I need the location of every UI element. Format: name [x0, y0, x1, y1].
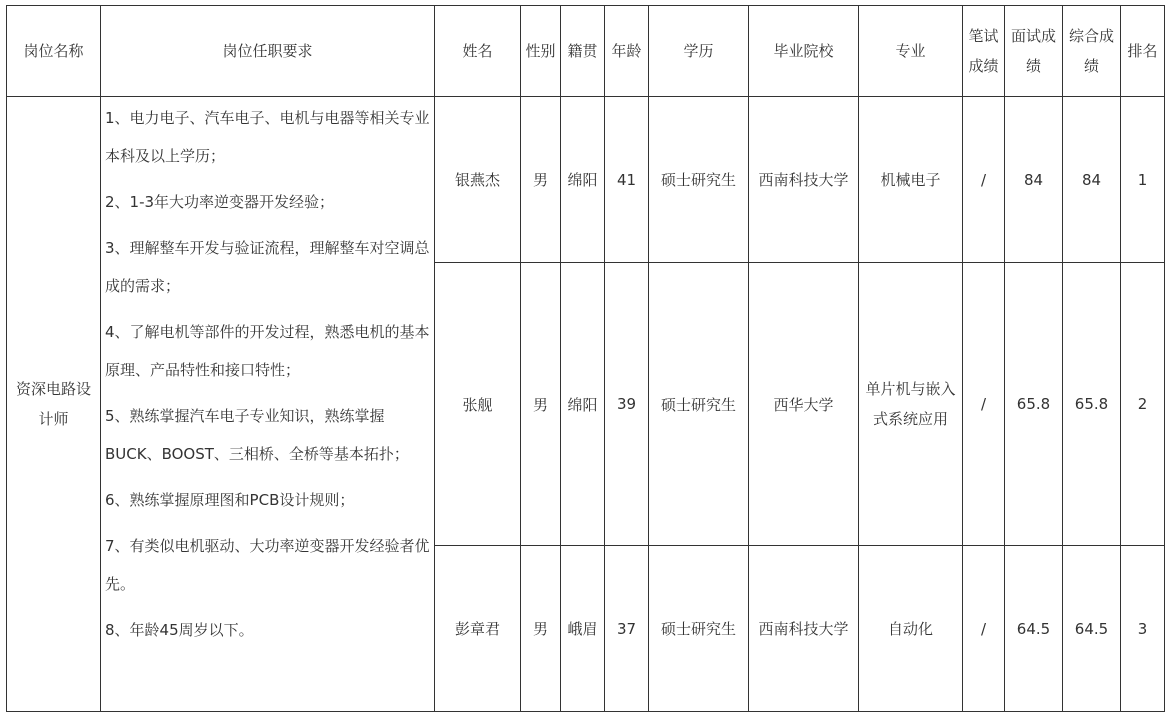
candidate-education: 硕士研究生 — [649, 97, 749, 263]
candidate-gender: 男 — [521, 263, 561, 546]
header-interview-score: 面试成绩 — [1005, 6, 1063, 97]
header-origin: 籍贯 — [561, 6, 605, 97]
requirement-item: 6、熟练掌握原理图和PCB设计规则； — [105, 491, 355, 509]
candidate-rank: 1 — [1121, 97, 1165, 263]
results-table — [6, 5, 1165, 712]
candidate-total-score: 64.5 — [1063, 546, 1121, 712]
candidate-age: 37 — [605, 546, 649, 712]
header-age: 年龄 — [605, 6, 649, 97]
candidate-written-score: / — [963, 263, 1005, 546]
candidate-education: 硕士研究生 — [649, 263, 749, 546]
requirement-item: 5、熟练掌握汽车电子专业知识，熟练掌握BUCK、BOOST、三相桥、全桥等基本拓扑； — [105, 407, 409, 463]
header-major: 专业 — [859, 6, 963, 97]
candidate-gender: 男 — [521, 546, 561, 712]
requirement-item: 2、1-3年大功率逆变器开发经验； — [105, 193, 335, 211]
header-requirements: 岗位任职要求 — [101, 6, 435, 97]
requirements-cell — [101, 97, 435, 712]
candidate-school: 西南科技大学 — [749, 546, 859, 712]
candidate-interview-score: 64.5 — [1005, 546, 1063, 712]
requirement-item: 3、理解整车开发与验证流程，理解整车对空调总成的需求； — [105, 239, 430, 295]
candidate-written-score: / — [963, 97, 1005, 263]
candidate-major: 自动化 — [859, 546, 963, 712]
candidate-origin: 绵阳 — [561, 263, 605, 546]
candidate-age: 41 — [605, 97, 649, 263]
header-name: 姓名 — [435, 6, 521, 97]
candidate-total-score: 65.8 — [1063, 263, 1121, 546]
candidate-age: 39 — [605, 263, 649, 546]
candidate-total-score: 84 — [1063, 97, 1121, 263]
candidate-gender: 男 — [521, 97, 561, 263]
table-row — [7, 97, 1165, 263]
header-row — [7, 6, 1165, 97]
header-school: 毕业院校 — [749, 6, 859, 97]
candidate-rank: 3 — [1121, 546, 1165, 712]
candidate-origin: 绵阳 — [561, 97, 605, 263]
header-position: 岗位名称 — [7, 6, 101, 97]
header-written-score: 笔试成绩 — [963, 6, 1005, 97]
candidate-origin: 峨眉 — [561, 546, 605, 712]
candidate-education: 硕士研究生 — [649, 546, 749, 712]
header-education: 学历 — [649, 6, 749, 97]
candidate-name: 张舰 — [435, 263, 521, 546]
candidate-major: 机械电子 — [859, 97, 963, 263]
candidate-interview-score: 84 — [1005, 97, 1063, 263]
header-total-score: 综合成绩 — [1063, 6, 1121, 97]
requirement-item: 4、了解电机等部件的开发过程，熟悉电机的基本原理、产品特性和接口特性； — [105, 323, 430, 379]
candidate-name: 银燕杰 — [435, 97, 521, 263]
candidate-interview-score: 65.8 — [1005, 263, 1063, 546]
header-gender: 性别 — [521, 6, 561, 97]
candidate-school: 西华大学 — [749, 263, 859, 546]
candidate-school: 西南科技大学 — [749, 97, 859, 263]
requirement-item: 8、年龄45周岁以下。 — [105, 621, 254, 639]
candidate-rank: 2 — [1121, 263, 1165, 546]
position-name: 资深电路设计师 — [7, 97, 101, 712]
candidate-written-score: / — [963, 546, 1005, 712]
candidate-major: 单片机与嵌入式系统应用 — [859, 263, 963, 546]
header-rank: 排名 — [1121, 6, 1165, 97]
requirement-item: 7、有类似电机驱动、大功率逆变器开发经验者优先。 — [105, 537, 430, 593]
requirement-item: 1、电力电子、汽车电子、电机与电器等相关专业本科及以上学历； — [105, 109, 430, 165]
candidate-name: 彭章君 — [435, 546, 521, 712]
